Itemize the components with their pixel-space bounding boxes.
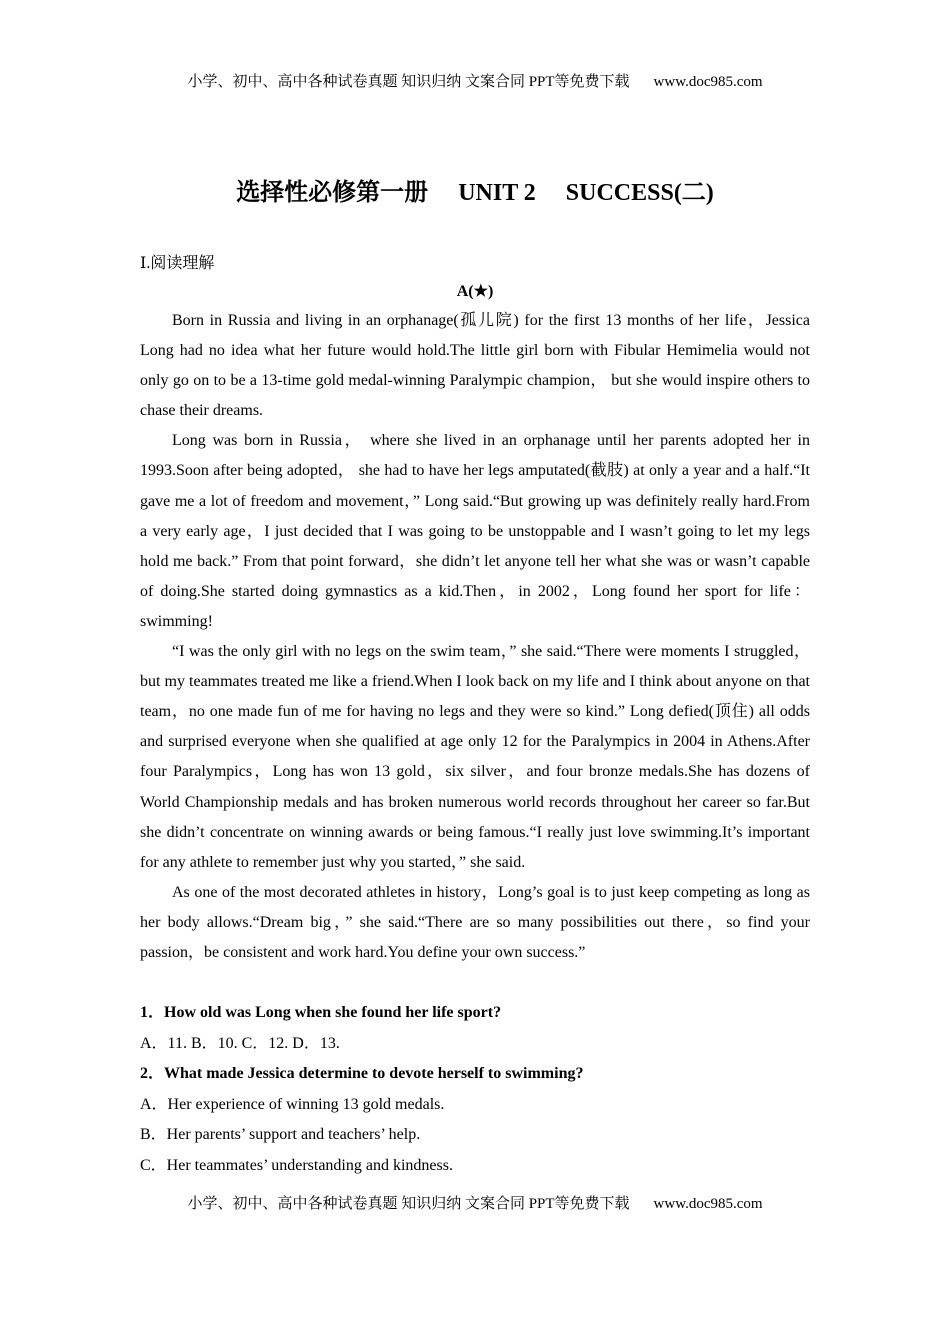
title-unit: UNIT 2	[458, 180, 536, 206]
option-b: B．Her parents’ support and teachers’ help.	[140, 1126, 421, 1144]
paragraph: “I was the only girl with no legs on the swim team，” she said.“There were moments I struggled， but my teammates treated me like a friend.When I look back on my life and I think about anyone on that team，no one made fun of me for having no legs and they were so kind.” Long defied(顶住) all odds and surprised everyone when she qualified at age only 12 for the Paralympics in 2004 in Athens.After four Paralympics，Long has won 13 gold，six silver，and four bronze medals.She has dozens of World Championship medals and has broken numerous world records throughout her career so far.But she didn’t concentrate on winning awards or being famous.“I really just love swimming.It’s important for any athlete to remember just why you started，” she said.	[140, 643, 810, 871]
question-stem: 2．What made Jessica determine to devote herself to swimming?	[140, 1065, 584, 1083]
paragraph: As one of the most decorated athletes in history，Long’s goal is to just keep competing as long as her body allows.“Dream big，” she said.“There are so many possibilities out there，so find your passion，be consistent and work hard.You define your own success.”	[140, 883, 810, 961]
header-text: 小学、初中、高中各种试卷真题 知识归纳 文案合同 PPT等免费下载	[187, 74, 630, 90]
title-book: 选择性必修第一册	[236, 180, 429, 206]
passage-title: A(★)	[456, 283, 494, 300]
section-heading: Ⅰ.阅读理解	[140, 255, 215, 272]
footer-url[interactable]: www.doc985.com	[653, 1196, 763, 1212]
option-a: A．Her experience of winning 13 gold medals.	[140, 1095, 445, 1113]
title-topic: SUCCESS(二)	[565, 180, 714, 206]
page-title	[0, 172, 950, 207]
question-stem: 1．How old was Long when she found her life sport?	[140, 1004, 502, 1021]
paragraph: Born in Russia and living in an orphanage(孤儿院) for the first 13 months of her life，Jessica Long had no idea what her future would hold.The little girl born with Fibular Hemimelia would not only go on to be a 13-time gold medal-winning Paralympic champion， but she would inspire others to chase their dreams.	[140, 312, 810, 420]
option-c: C．Her teammates’ understanding and kindness.	[140, 1156, 453, 1174]
passage-body	[140, 306, 810, 968]
question-list	[140, 998, 810, 1182]
footer-text: 小学、初中、高中各种试卷真题 知识归纳 文案合同 PPT等免费下载	[187, 1196, 630, 1212]
page-footer	[0, 1192, 950, 1213]
header-url[interactable]: www.doc985.com	[653, 74, 763, 90]
question-options: A．11. B．10. C．12. D．13.	[140, 1034, 340, 1052]
paragraph: Long was born in Russia， where she lived in an orphanage until her parents adopted her in 1993.Soon after being adopted， she had to have her legs amputated(截肢) at only a year and a half.“It gave me a lot of freedom and movement，” Long said.“But growing up was definitely really hard.From a very early age，I just decided that I was going to be unstoppable and I wasn’t going to let my legs hold me back.” From that point forward，she didn’t let anyone tell her what she was or wasn’t capable of doing.She started doing gymnastics as a kid.Then，in 2002，Long found her sport for life：swimming!	[140, 432, 810, 630]
page-header	[0, 70, 950, 91]
